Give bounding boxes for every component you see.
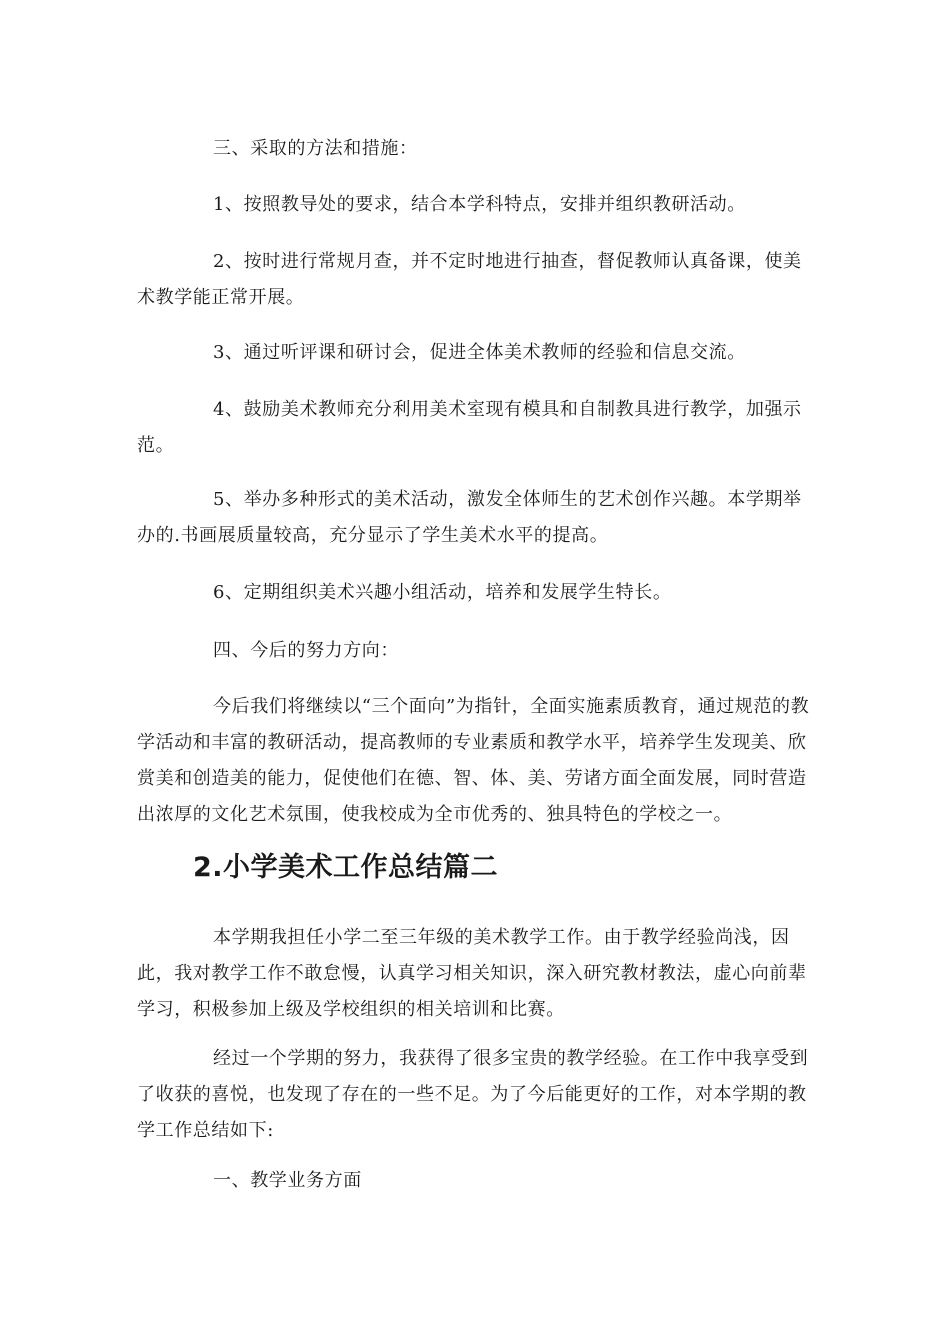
section-heading-direction: 四、今后的努力方向： (213, 640, 399, 661)
article-paragraph-1: 本学期我担任小学二至三年级的美术教学工作。由于教学经验尚浅，因此，我对教学工作不敢怠慢，认真学习相关知识，深入研究教材教法，虚心向前辈学习，积极参加上级及学校组织的相关培训和比赛。 (137, 927, 807, 1020)
direction-paragraph: 今后我们将继续以“三个面向”为指针，全面实施素质教育，通过规范的教学活动和丰富的教研活动，提高教师的专业素质和教学水平，培养学生发现美、欣赏美和创造美的能力，促使他们在德、智、体、美、劳诸方面全面发展，同时营造出浓厚的文化艺术氛围，使我校成为全市优秀的、独具特色的学校之一。 (137, 696, 810, 825)
method-item-2: 2、按时进行常规月查，并不定时地进行抽查，督促教师认真备课，使美术教学能正常开展。 (137, 251, 802, 308)
method-item-6: 6、定期组织美术兴趣小组活动，培养和发展学生特长。 (213, 582, 672, 603)
article-paragraph-2: 经过一个学期的努力，我获得了很多宝贵的教学经验。在工作中我享受到了收获的喜悦，也发现了存在的一些不足。为了今后能更好的工作，对本学期的教学工作总结如下: (137, 1048, 809, 1141)
method-item-5: 5、举办多种形式的美术活动，激发全体师生的艺术创作兴趣。本学期举办的.书画展质量较高，充分显示了学生美术水平的提高。 (137, 489, 802, 546)
article-subheading: 一、教学业务方面 (213, 1170, 362, 1191)
method-item-3: 3、通过听评课和研讨会，促进全体美术教师的经验和信息交流。 (213, 342, 746, 363)
section-heading-methods: 三、采取的方法和措施： (213, 138, 418, 159)
method-item-4: 4、鼓励美术教师充分利用美术室现有模具和自制教具进行教学，加强示范。 (137, 399, 802, 456)
article-title: 2.小学美术工作总结篇二 (193, 852, 499, 883)
method-item-1: 1、按照教导处的要求，结合本学科特点，安排并组织教研活动。 (213, 194, 746, 215)
